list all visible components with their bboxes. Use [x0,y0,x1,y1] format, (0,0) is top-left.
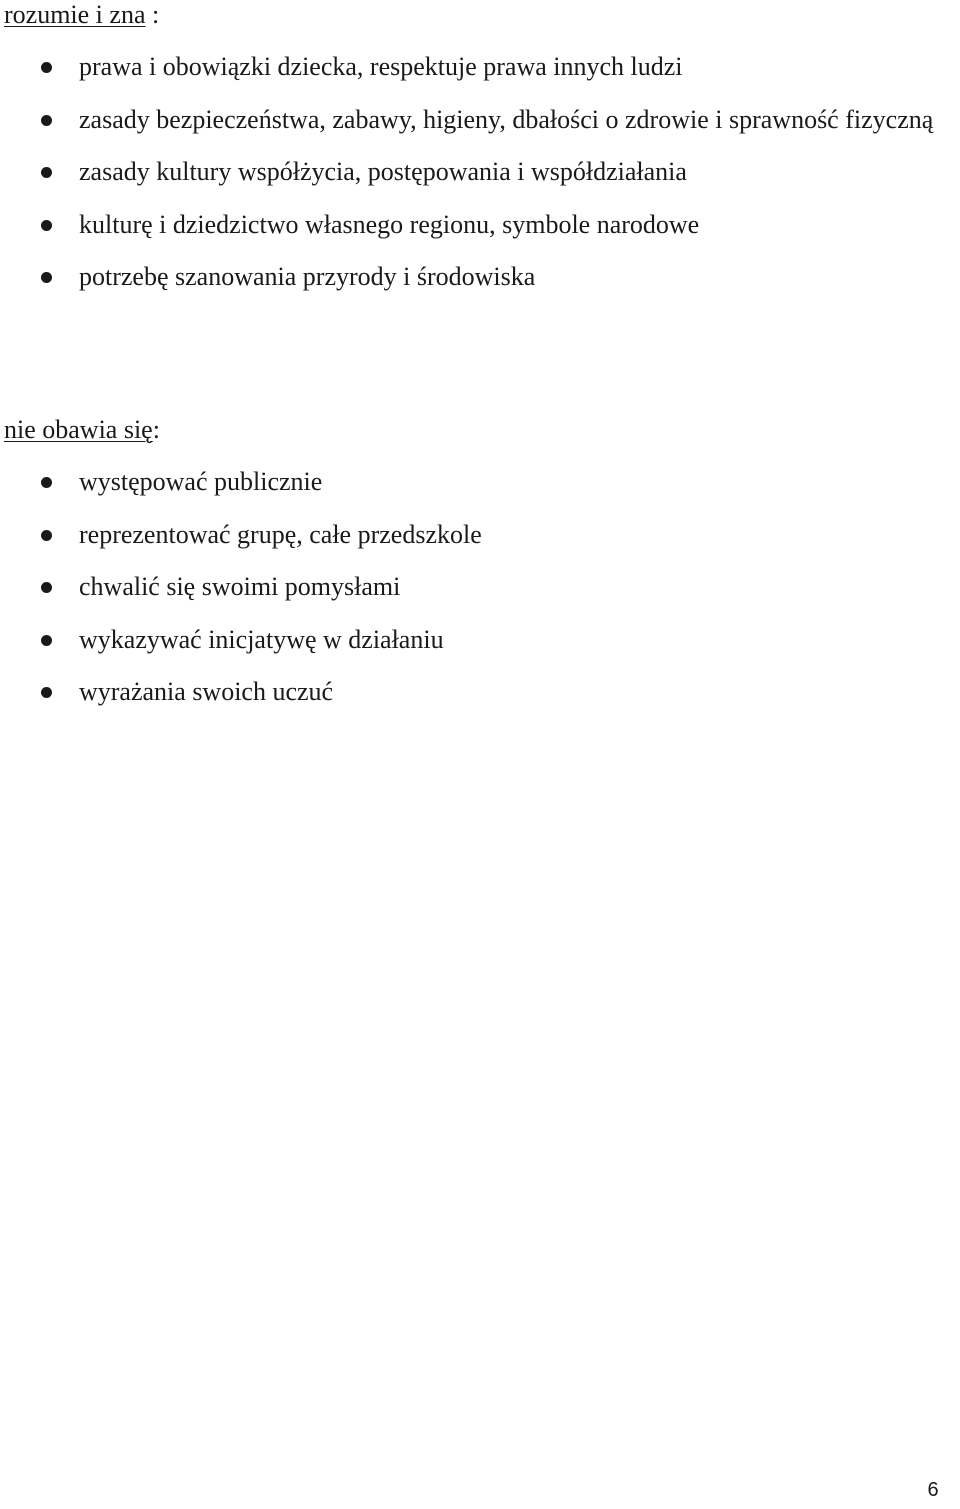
list-item-text: chwalić się swoimi pomysłami [79,572,401,601]
list-item [0,666,960,719]
bullet-icon [41,115,52,126]
list-item [0,614,960,667]
page-number: 6 [927,1478,939,1501]
bullet-icon [41,167,52,178]
section-heading-rozumie-text: rozumie i zna [4,0,146,29]
list-item-text: wyrażania swoich uczuć [79,677,334,706]
list-item [0,561,960,614]
list-item [0,41,960,94]
bullet-icon [41,220,52,231]
bullet-icon [41,582,52,593]
bullet-list-nie-obawia [0,456,960,719]
list-item [0,199,960,252]
list-item-text: reprezentować grupę, całe przedszkole [79,519,482,549]
section-heading-nie-obawia [4,415,160,445]
list-item [0,146,960,199]
bullet-icon [41,62,52,73]
list-item-text: prawa i obowiązki dziecka, respektuje prawa innych ludzi [79,52,683,81]
list-item [0,251,960,304]
bullet-list-rozumie [0,41,960,304]
list-item [0,94,960,147]
list-item [0,509,960,562]
list-item-text: występować publicznie [79,467,323,496]
list-item-text: potrzebę szanowania przyrody i środowiska [79,262,536,291]
list-item-text: zasady kultury współżycia, postępowania i współdziałania [79,157,687,186]
section-heading-nie-obawia-text: nie obawia się [4,415,153,444]
list-item-text: zasady bezpieczeństwa, zabawy, higieny, dbałości o zdrowie i sprawność fizyczną [79,104,934,134]
list-item-text: wykazywać inicjatywę w działaniu [79,624,444,654]
list-item [0,456,960,509]
list-item-text: kulturę i dziedzictwo własnego regionu, symbole narodowe [79,209,700,239]
bullet-icon [41,687,52,698]
section-heading-rozumie-suffix: : [145,0,160,29]
bullet-icon [41,635,52,646]
bullet-icon [41,477,52,488]
bullet-icon [41,530,52,541]
bullet-icon [41,272,52,283]
section-heading-nie-obawia-suffix: : [152,415,160,444]
section-heading-rozumie [4,0,159,30]
